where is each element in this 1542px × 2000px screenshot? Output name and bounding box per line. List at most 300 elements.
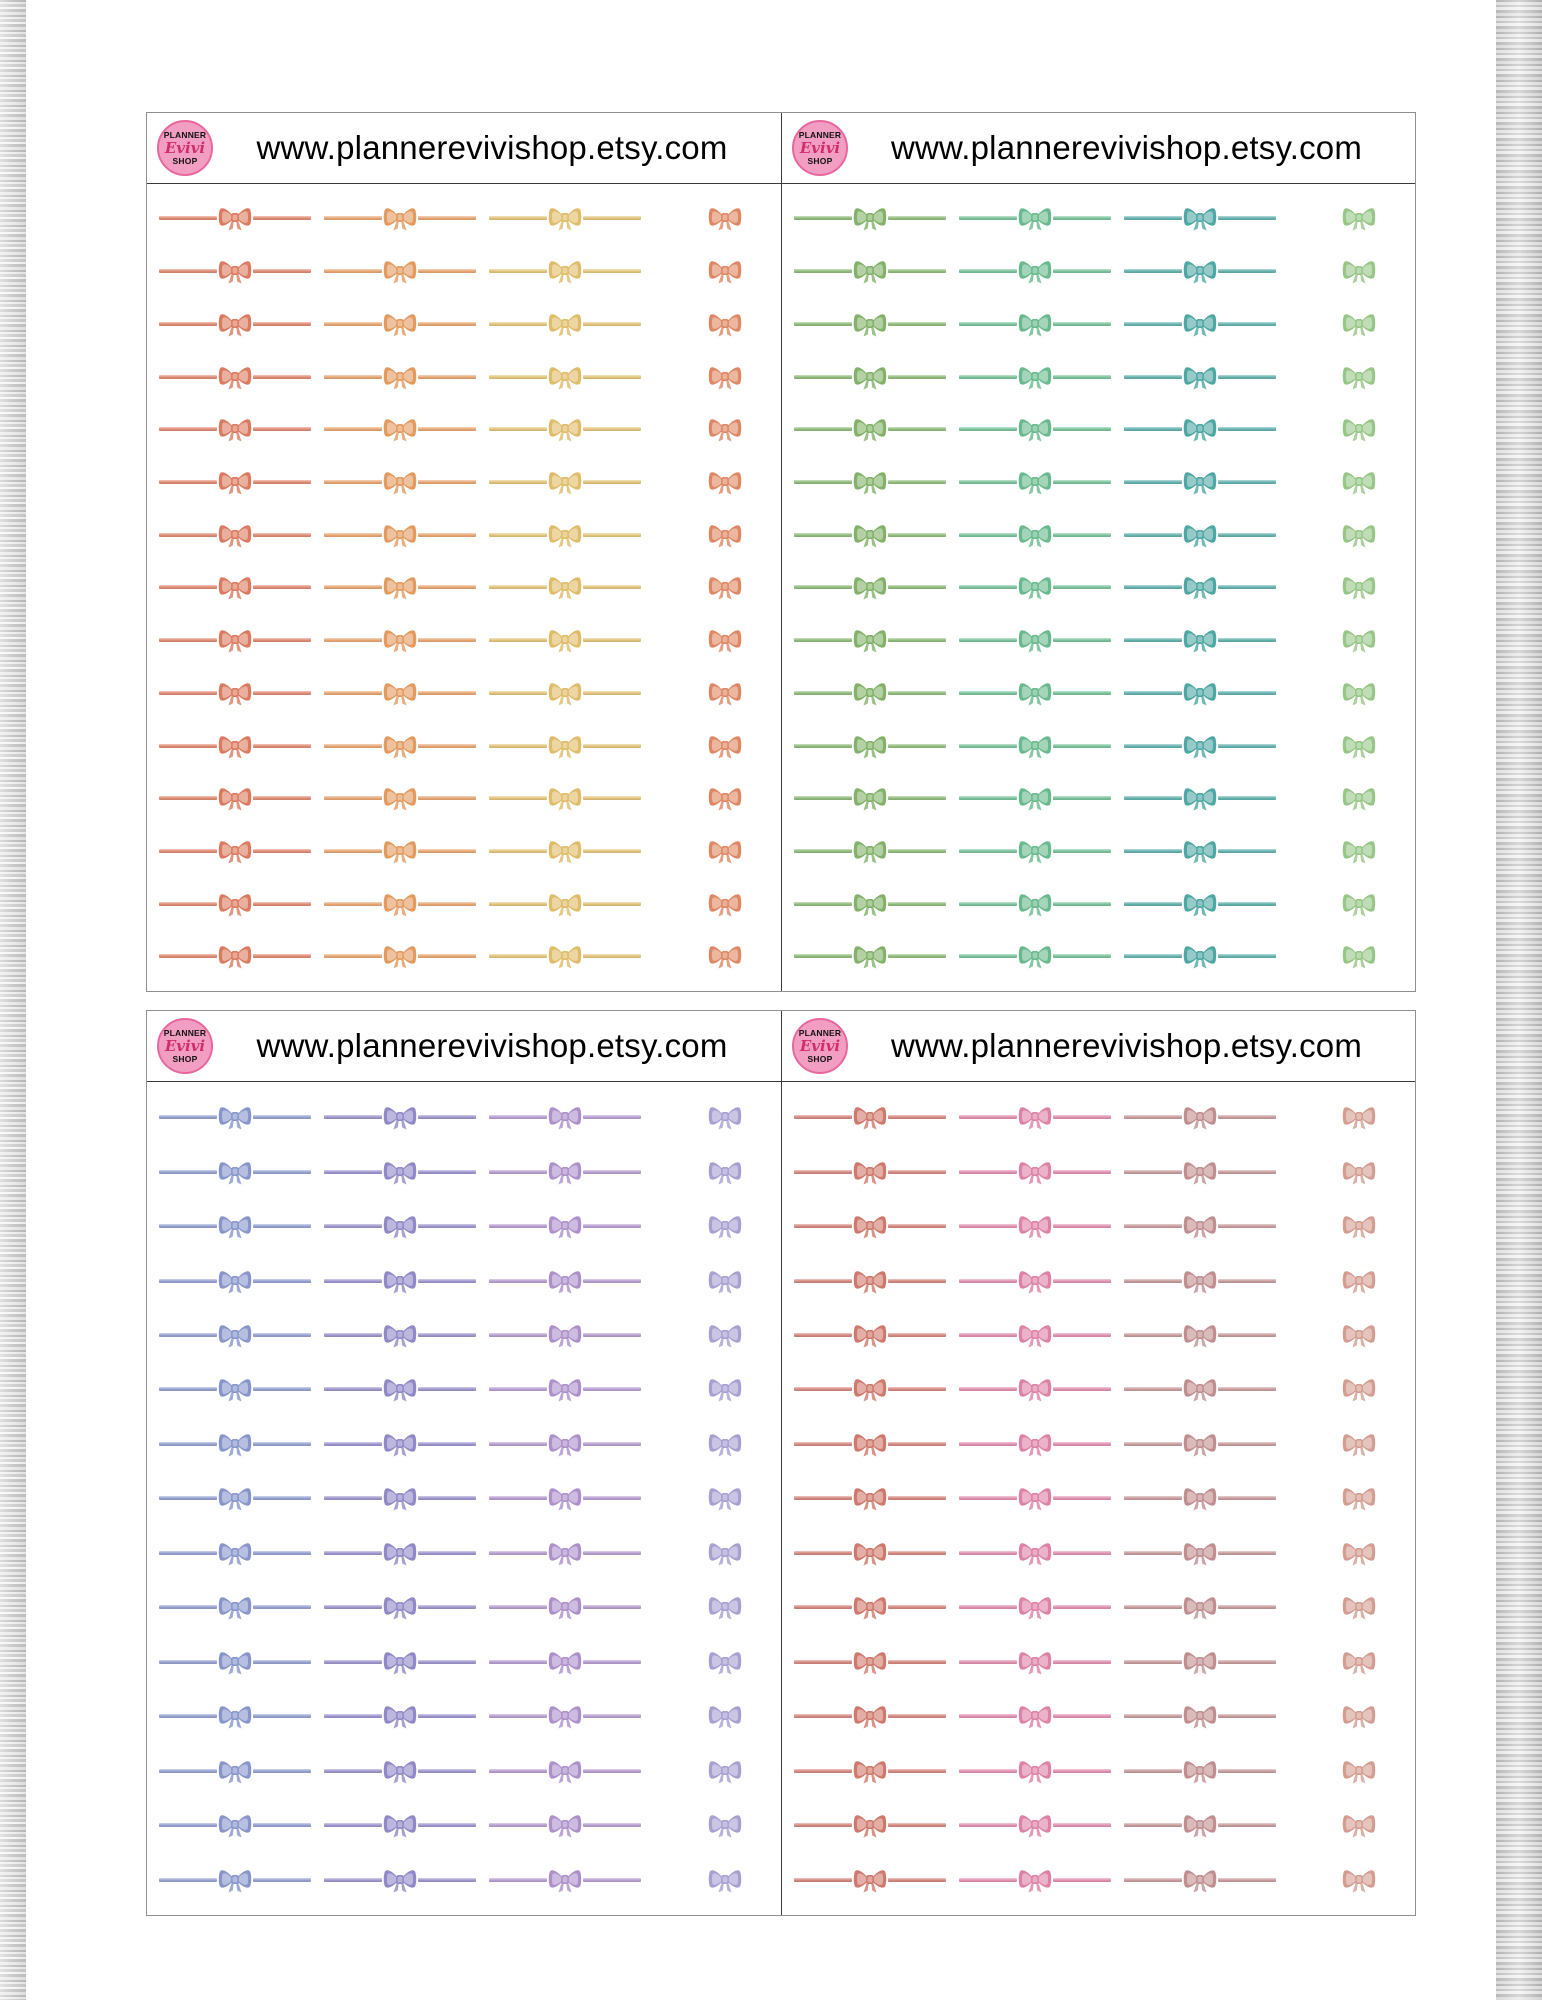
bow-divider-sticker (959, 1538, 1111, 1568)
sticker-row (147, 889, 781, 919)
bow-sticker (707, 572, 743, 602)
ribbon-line-left (794, 1551, 852, 1555)
ribbon-line-left (794, 1496, 852, 1500)
bow-icon (547, 414, 583, 444)
bow-icon (852, 1647, 888, 1677)
ribbon-line-right (253, 1224, 311, 1228)
ribbon-line-right (418, 744, 476, 748)
ribbon-line-left (1124, 902, 1182, 906)
ribbon-line-left (159, 744, 217, 748)
ribbon-line-left (1124, 375, 1182, 379)
ribbon-line-left (324, 1714, 382, 1718)
bow-sticker (1341, 1701, 1377, 1731)
bow-divider-sticker (324, 1647, 476, 1677)
ribbon-line-right (253, 1387, 311, 1391)
bow-icon (547, 625, 583, 655)
ribbon-line-right (1053, 533, 1111, 537)
ribbon-line-right (253, 1714, 311, 1718)
bow-icon (1017, 678, 1053, 708)
sticker-row (782, 1483, 1415, 1513)
bow-icon (852, 1810, 888, 1840)
bow-divider-sticker (794, 1592, 946, 1622)
ribbon-line-right (1218, 269, 1276, 273)
ribbon-line-left (1124, 1387, 1182, 1391)
ribbon-line-left (159, 216, 217, 220)
ribbon-line-left (324, 375, 382, 379)
ribbon-line-right (418, 1333, 476, 1337)
ribbon-line-right (1218, 691, 1276, 695)
bow-divider-sticker (1124, 203, 1276, 233)
sticker-row (147, 1756, 781, 1786)
ribbon-line-left (1124, 691, 1182, 695)
bow-sticker (1341, 1647, 1377, 1677)
bow-icon (547, 1701, 583, 1731)
bow-divider-sticker (159, 1102, 311, 1132)
ribbon-line-right (1053, 744, 1111, 748)
sticker-row (147, 783, 781, 813)
ribbon-line-left (159, 269, 217, 273)
ribbon-line-right (1218, 1823, 1276, 1827)
bow-divider-sticker (159, 678, 311, 708)
sticker-row (147, 1374, 781, 1404)
ribbon-line-left (159, 1605, 217, 1609)
bow-divider-sticker (1124, 1701, 1276, 1731)
bow-icon (1017, 203, 1053, 233)
ribbon-line-left (489, 1496, 547, 1500)
ribbon-line-right (888, 902, 946, 906)
bow-divider-sticker (959, 1320, 1111, 1350)
bow-divider-sticker (1124, 1266, 1276, 1296)
bow-divider-sticker (1124, 783, 1276, 813)
bow-sticker (707, 1102, 743, 1132)
bow-sticker (1341, 941, 1377, 971)
bow-divider-sticker (159, 1320, 311, 1350)
bow-sticker (707, 1429, 743, 1459)
ribbon-line-right (1218, 216, 1276, 220)
sticker-row (782, 783, 1415, 813)
ribbon-line-left (959, 1170, 1017, 1174)
bow-icon (382, 1647, 418, 1677)
ribbon-line-left (794, 1769, 852, 1773)
bow-divider-sticker (489, 1701, 641, 1731)
ribbon-line-left (324, 585, 382, 589)
ribbon-line-left (489, 691, 547, 695)
bow-divider-sticker (324, 1810, 476, 1840)
ribbon-line-left (489, 954, 547, 958)
sticker-row (147, 1266, 781, 1296)
bow-divider-sticker (794, 1374, 946, 1404)
bow-divider-sticker (489, 520, 641, 550)
bow-sticker (707, 783, 743, 813)
bow-divider-sticker (959, 1592, 1111, 1622)
bow-divider-sticker (324, 1701, 476, 1731)
bow-divider-sticker (159, 362, 311, 392)
bow-icon (852, 836, 888, 866)
bow-divider-sticker (159, 1483, 311, 1513)
ribbon-line-right (1053, 1551, 1111, 1555)
ribbon-line-right (583, 1279, 641, 1283)
sticker-row (782, 1320, 1415, 1350)
bow-sticker (707, 203, 743, 233)
sticker-row (782, 1701, 1415, 1731)
sticker-row (147, 520, 781, 550)
bow-icon (852, 1102, 888, 1132)
bow-icon (852, 678, 888, 708)
bow-icon (1017, 362, 1053, 392)
bow-icon (382, 362, 418, 392)
sticker-row (782, 1538, 1415, 1568)
ribbon-line-left (794, 638, 852, 642)
ribbon-line-right (1218, 1551, 1276, 1555)
bow-icon (852, 520, 888, 550)
bow-icon (1182, 362, 1218, 392)
ribbon-line-left (489, 533, 547, 537)
logo-text-bottom: SHOP (807, 155, 833, 166)
ribbon-line-right (583, 585, 641, 589)
ribbon-line-left (489, 427, 547, 431)
bow-icon (852, 1211, 888, 1241)
bow-icon (547, 1211, 583, 1241)
bow-icon (1182, 1211, 1218, 1241)
bow-icon (217, 414, 253, 444)
bow-icon (1017, 1211, 1053, 1241)
bow-divider-sticker (794, 1756, 946, 1786)
bow-divider-sticker (489, 1429, 641, 1459)
ribbon-line-left (794, 1170, 852, 1174)
bow-icon (382, 309, 418, 339)
bow-sticker (1341, 1157, 1377, 1187)
bow-icon (217, 731, 253, 761)
bow-divider-sticker (159, 1756, 311, 1786)
bow-divider-sticker (1124, 889, 1276, 919)
bow-divider-sticker (489, 731, 641, 761)
bow-sticker (707, 1483, 743, 1513)
bow-divider-sticker (324, 1538, 476, 1568)
sticker-row (782, 414, 1415, 444)
bow-icon (1017, 1592, 1053, 1622)
ribbon-line-left (324, 638, 382, 642)
bow-divider-sticker (159, 203, 311, 233)
bow-divider-sticker (159, 1211, 311, 1241)
ribbon-line-right (583, 954, 641, 958)
ribbon-line-left (159, 1333, 217, 1337)
ribbon-line-left (489, 1333, 547, 1337)
bow-icon (1182, 836, 1218, 866)
bow-divider-sticker (794, 1483, 946, 1513)
bow-divider-sticker (959, 414, 1111, 444)
bow-sticker (707, 1211, 743, 1241)
ribbon-line-right (1053, 1224, 1111, 1228)
sticker-row (782, 1374, 1415, 1404)
bow-icon (852, 625, 888, 655)
bow-icon (382, 836, 418, 866)
ribbon-line-right (888, 375, 946, 379)
bow-icon (547, 836, 583, 866)
ribbon-line-left (324, 1170, 382, 1174)
panel-header (782, 1011, 1415, 1082)
ribbon-line-left (794, 216, 852, 220)
ribbon-line-right (418, 427, 476, 431)
ribbon-line-left (1124, 1279, 1182, 1283)
sticker-row (782, 256, 1415, 286)
ribbon-line-left (1124, 1714, 1182, 1718)
ribbon-line-left (324, 1605, 382, 1609)
ribbon-line-left (794, 1714, 852, 1718)
logo-text-script: Evivi (799, 1036, 841, 1055)
bow-sticker (707, 1592, 743, 1622)
ribbon-line-left (489, 849, 547, 853)
ribbon-line-left (489, 480, 547, 484)
ribbon-line-left (159, 1387, 217, 1391)
bow-icon (852, 1483, 888, 1513)
bow-divider-sticker (159, 731, 311, 761)
ribbon-line-right (1218, 1224, 1276, 1228)
bow-divider-sticker (794, 1538, 946, 1568)
ribbon-line-right (583, 1605, 641, 1609)
ribbon-line-right (418, 1823, 476, 1827)
bow-icon (1017, 572, 1053, 602)
bow-icon (1182, 1538, 1218, 1568)
bow-divider-sticker (1124, 1865, 1276, 1895)
bow-icon (217, 309, 253, 339)
ribbon-line-left (794, 796, 852, 800)
ribbon-line-right (1053, 1496, 1111, 1500)
ribbon-line-left (1124, 1769, 1182, 1773)
bow-icon (217, 1865, 253, 1895)
bow-icon (1182, 1810, 1218, 1840)
bow-divider-sticker (1124, 1647, 1276, 1677)
ribbon-line-left (159, 691, 217, 695)
ribbon-line-left (794, 1605, 852, 1609)
sticker-row (147, 731, 781, 761)
bow-divider-sticker (159, 1701, 311, 1731)
ribbon-line-right (583, 1387, 641, 1391)
sticker-row (782, 203, 1415, 233)
bow-icon (382, 572, 418, 602)
bow-divider-sticker (324, 520, 476, 550)
bow-icon (217, 362, 253, 392)
ribbon-line-left (959, 638, 1017, 642)
bow-icon (1017, 783, 1053, 813)
ribbon-line-left (489, 1605, 547, 1609)
bow-icon (1182, 467, 1218, 497)
ribbon-line-left (1124, 1170, 1182, 1174)
bow-sticker (707, 836, 743, 866)
logo-text-script: Evivi (799, 138, 841, 157)
ribbon-line-right (888, 1714, 946, 1718)
bow-icon (217, 941, 253, 971)
ribbon-line-right (1218, 954, 1276, 958)
sticker-row (782, 1865, 1415, 1895)
bow-icon (382, 731, 418, 761)
bow-divider-sticker (159, 309, 311, 339)
bow-icon (217, 836, 253, 866)
bow-divider-sticker (959, 1701, 1111, 1731)
bow-icon (217, 256, 253, 286)
scan-noise-left (0, 0, 26, 2000)
ribbon-line-right (1218, 1660, 1276, 1664)
ribbon-line-right (253, 1442, 311, 1446)
bow-icon (547, 1266, 583, 1296)
bow-divider-sticker (324, 941, 476, 971)
sticker-row (147, 1701, 781, 1731)
ribbon-line-right (1053, 1387, 1111, 1391)
bow-divider-sticker (1124, 731, 1276, 761)
ribbon-line-left (959, 1224, 1017, 1228)
bow-divider-sticker (959, 1865, 1111, 1895)
ribbon-line-left (959, 1823, 1017, 1827)
bow-icon (217, 1756, 253, 1786)
ribbon-line-right (1218, 744, 1276, 748)
ribbon-line-right (253, 269, 311, 273)
bow-divider-sticker (324, 1320, 476, 1350)
ribbon-line-right (418, 1224, 476, 1228)
bow-divider-sticker (959, 1647, 1111, 1677)
bow-divider-sticker (489, 1810, 641, 1840)
bow-divider-sticker (794, 1157, 946, 1187)
ribbon-line-right (418, 638, 476, 642)
ribbon-line-left (959, 902, 1017, 906)
bow-divider-sticker (1124, 1483, 1276, 1513)
bow-divider-sticker (794, 941, 946, 971)
ribbon-line-right (253, 1279, 311, 1283)
bow-divider-sticker (159, 572, 311, 602)
bow-divider-sticker (324, 836, 476, 866)
ribbon-line-right (1053, 269, 1111, 273)
ribbon-line-right (418, 480, 476, 484)
sticker-row (782, 309, 1415, 339)
ribbon-line-right (888, 216, 946, 220)
bow-icon (1182, 731, 1218, 761)
sticker-row (147, 1810, 781, 1840)
bow-divider-sticker (324, 1592, 476, 1622)
sticker-panel-purples (147, 1011, 781, 1915)
bow-sticker (707, 520, 743, 550)
bow-icon (1182, 309, 1218, 339)
ribbon-line-left (159, 1170, 217, 1174)
ribbon-line-right (253, 1170, 311, 1174)
ribbon-line-left (324, 216, 382, 220)
bow-icon (382, 1374, 418, 1404)
ribbon-line-left (489, 796, 547, 800)
bow-divider-sticker (159, 1429, 311, 1459)
ribbon-line-left (159, 1823, 217, 1827)
sticker-panel-pinks (781, 1011, 1415, 1915)
ribbon-line-left (324, 796, 382, 800)
bow-divider-sticker (959, 1483, 1111, 1513)
ribbon-line-left (489, 216, 547, 220)
ribbon-line-left (489, 1224, 547, 1228)
bow-divider-sticker (159, 1810, 311, 1840)
bow-sticker (1341, 1756, 1377, 1786)
bow-icon (1017, 1266, 1053, 1296)
bow-divider-sticker (1124, 1592, 1276, 1622)
ribbon-line-left (959, 1333, 1017, 1337)
shop-logo (792, 120, 848, 176)
ribbon-line-left (959, 1442, 1017, 1446)
sticker-row (147, 1429, 781, 1459)
bow-divider-sticker (959, 1756, 1111, 1786)
ribbon-line-right (583, 1714, 641, 1718)
ribbon-line-right (253, 796, 311, 800)
bow-icon (382, 414, 418, 444)
ribbon-line-left (1124, 269, 1182, 273)
bow-icon (382, 783, 418, 813)
ribbon-line-left (794, 1279, 852, 1283)
ribbon-line-right (253, 1551, 311, 1555)
ribbon-line-left (959, 585, 1017, 589)
ribbon-line-left (959, 744, 1017, 748)
ribbon-line-right (1218, 375, 1276, 379)
bow-divider-sticker (794, 1810, 946, 1840)
ribbon-line-right (888, 1115, 946, 1119)
ribbon-line-left (324, 427, 382, 431)
bow-sticker (707, 309, 743, 339)
sticker-row (782, 836, 1415, 866)
ribbon-line-right (418, 954, 476, 958)
bow-sticker (1341, 783, 1377, 813)
bow-icon (1017, 889, 1053, 919)
ribbon-line-right (1218, 1442, 1276, 1446)
bow-icon (1017, 1483, 1053, 1513)
ribbon-line-right (1218, 1170, 1276, 1174)
bow-sticker (707, 1320, 743, 1350)
bow-divider-sticker (794, 362, 946, 392)
sticker-panel-greens (781, 113, 1415, 991)
bow-icon (382, 1701, 418, 1731)
ribbon-line-right (583, 1551, 641, 1555)
ribbon-line-right (1218, 427, 1276, 431)
bow-sticker (1341, 1592, 1377, 1622)
bow-sticker (707, 889, 743, 919)
sticker-grid (147, 1082, 781, 1915)
ribbon-line-left (489, 375, 547, 379)
bow-divider-sticker (959, 1374, 1111, 1404)
sticker-row (147, 256, 781, 286)
bow-divider-sticker (1124, 1429, 1276, 1459)
bow-icon (1017, 309, 1053, 339)
bow-sticker (1341, 203, 1377, 233)
ribbon-line-right (888, 638, 946, 642)
scan-noise-right (1496, 0, 1542, 2000)
ribbon-line-left (1124, 1823, 1182, 1827)
ribbon-line-left (794, 322, 852, 326)
ribbon-line-left (324, 849, 382, 853)
bow-divider-sticker (159, 889, 311, 919)
ribbon-line-left (489, 1660, 547, 1664)
bow-icon (1017, 1320, 1053, 1350)
bow-icon (217, 1320, 253, 1350)
ribbon-line-left (489, 1823, 547, 1827)
sticker-row (782, 731, 1415, 761)
ribbon-line-right (583, 269, 641, 273)
bow-divider-sticker (489, 362, 641, 392)
ribbon-line-right (888, 1442, 946, 1446)
bow-divider-sticker (959, 731, 1111, 761)
ribbon-line-left (159, 375, 217, 379)
bow-icon (217, 1374, 253, 1404)
ribbon-line-left (1124, 427, 1182, 431)
ribbon-line-left (159, 1714, 217, 1718)
bow-divider-sticker (794, 1266, 946, 1296)
sticker-row (782, 572, 1415, 602)
ribbon-line-left (1124, 1660, 1182, 1664)
bow-icon (382, 1756, 418, 1786)
ribbon-line-right (1053, 1279, 1111, 1283)
bow-icon (1182, 256, 1218, 286)
sticker-row (147, 625, 781, 655)
bow-divider-sticker (1124, 362, 1276, 392)
